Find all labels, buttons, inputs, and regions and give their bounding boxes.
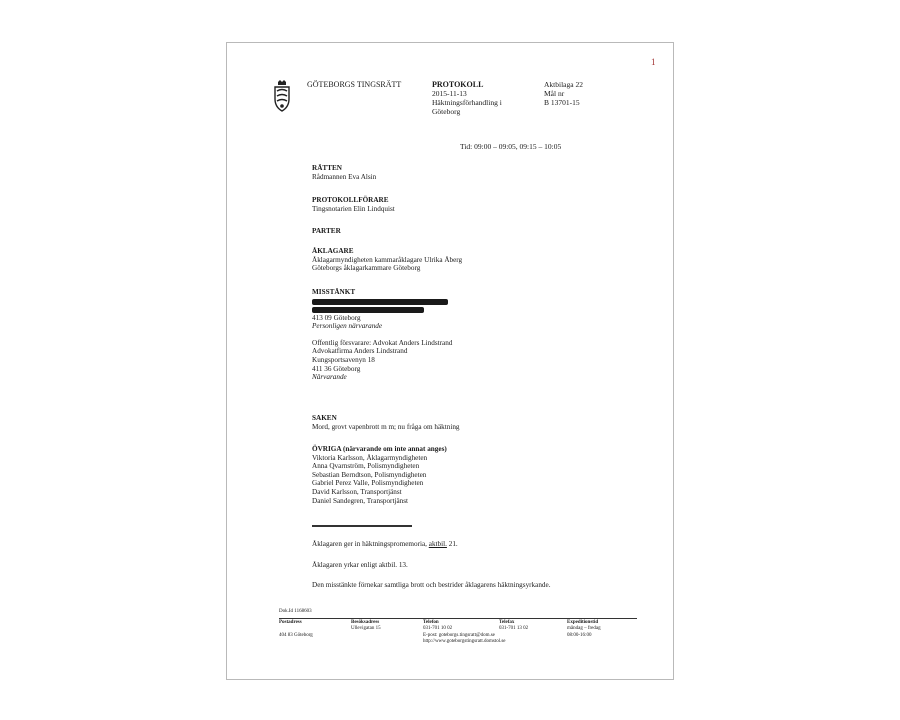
list-item: Anna Qvarnström, Polismyndigheten <box>312 462 420 471</box>
footer-rule <box>279 618 637 619</box>
paragraph-2: Åklagaren yrkar enligt aktbil. 13. <box>312 561 408 569</box>
section-heading: PARTER <box>312 227 341 235</box>
section-heading: RÄTTEN <box>312 164 342 172</box>
section-saken <box>312 414 642 431</box>
document-type: PROTOKOLL <box>432 80 484 89</box>
section-heading: PROTOKOLLFÖRARE <box>312 196 389 204</box>
footer-value: måndag – fredag <box>567 626 601 632</box>
document-date: 2015-11-13 <box>432 89 467 98</box>
section-ovriga <box>312 445 642 505</box>
case-matter: Mord, grovt vapenbrott m m; nu fråga om häktning <box>312 422 460 431</box>
list-item: Gabriel Perez Valle, Polismyndigheten <box>312 479 424 488</box>
list-item: David Karlsson, Transportjänst <box>312 487 402 496</box>
defender-name: Offentlig försvarare: Advokat Anders Lindstrand <box>312 338 453 347</box>
page-number: 1 <box>651 57 656 67</box>
divider-rule <box>312 525 412 527</box>
defender-firm: Advokatfirma Anders Lindstrand <box>312 347 408 356</box>
judge: Rådmannen Eva Alsin <box>312 172 377 181</box>
hearing-type: Häktningsförhandling i <box>432 98 502 107</box>
paragraph-text: 21. <box>448 540 458 548</box>
list-item: Sebastian Berndtson, Polismyndigheten <box>312 470 427 479</box>
list-item: Viktoria Karlsson, Åklagarmyndigheten <box>312 453 428 462</box>
footer-telefon <box>423 620 506 646</box>
court-crest-icon <box>272 79 292 113</box>
section-heading: ÅKLAGARE <box>312 247 354 255</box>
paragraph-1 <box>312 540 642 549</box>
hearing-place: Göteborg <box>432 107 461 116</box>
header-protocol-block <box>432 80 502 116</box>
footer-expeditionstid <box>567 620 601 639</box>
footer-value: 08:00-16:00 <box>567 632 592 638</box>
section-heading: SAKEN <box>312 414 337 422</box>
footer-website: http://www.goteborgstingsratt.domstol.se <box>423 639 506 645</box>
defender-street: Kungsportsavenyn 18 <box>312 355 375 364</box>
section-heading: ÖVRIGA (närvarande om inte annat anges) <box>312 445 447 453</box>
section-parter <box>312 227 642 236</box>
prosecutor: Åklagarmyndigheten kammaråklagare Ulrika Åberg <box>312 255 463 264</box>
footer-postadress <box>279 620 313 639</box>
document-id: Dok.Id 1168603 <box>279 609 312 614</box>
footer-telefax <box>499 620 528 633</box>
defender-presence: Närvarande <box>312 373 347 382</box>
defender-postal: 411 36 Göteborg <box>312 364 361 373</box>
case-number-label: Mål nr <box>544 89 565 98</box>
footer-label: Postadress <box>279 620 302 625</box>
suspect-presence: Personligen närvarande <box>312 322 383 331</box>
prosecutor-office: Göteborgs åklagarkammare Göteborg <box>312 264 421 273</box>
footer-value: Ullevigatan 15 <box>351 626 381 632</box>
footer-email: E-post: goteborgs.tingsratt@dom.se <box>423 632 495 638</box>
paragraph-3: Den misstänkte förnekar samtliga brott och bestrider åklagarens häktningsyrkande. <box>312 581 551 589</box>
hearing-time: Tid: 09:00 – 09:05, 09:15 – 10:05 <box>460 142 562 151</box>
footer-besoksadress <box>351 620 381 633</box>
section-heading: MISSTÄNKT <box>312 288 356 296</box>
section-ratten <box>312 164 642 181</box>
footer-value: 404 83 Göteborg <box>279 632 313 638</box>
footer-value: 031-701 13 02 <box>499 626 529 632</box>
header-case-block <box>544 80 583 107</box>
aktbil-reference: aktbil. <box>428 540 447 548</box>
suspect-postal: 413 09 Göteborg <box>312 313 361 322</box>
section-protokollforare <box>312 196 642 213</box>
paragraph-text: Åklagaren ger in häktningspromemoria, <box>312 540 427 548</box>
footer-label: Expeditionstid <box>567 620 599 625</box>
footer-label: Telefax <box>499 620 515 625</box>
case-number: B 13701-15 <box>544 98 580 107</box>
redacted-line <box>312 299 448 305</box>
section-misstankt <box>312 288 642 382</box>
document-page <box>226 42 674 680</box>
footer-value: 031-701 10 02 <box>423 626 453 632</box>
redacted-line <box>312 307 424 313</box>
court-name: GÖTEBORGS TINGSRÄTT <box>307 80 402 89</box>
list-item: Daniel Sandegren, Transportjänst <box>312 496 409 505</box>
footer-label: Telefon <box>423 620 439 625</box>
footer-label: Besöksadress <box>351 620 380 625</box>
section-aklagare <box>312 247 642 273</box>
aktbilaga: Aktbilaga 22 <box>544 80 583 89</box>
clerk: Tingsnotarien Elin Lindquist <box>312 204 395 213</box>
